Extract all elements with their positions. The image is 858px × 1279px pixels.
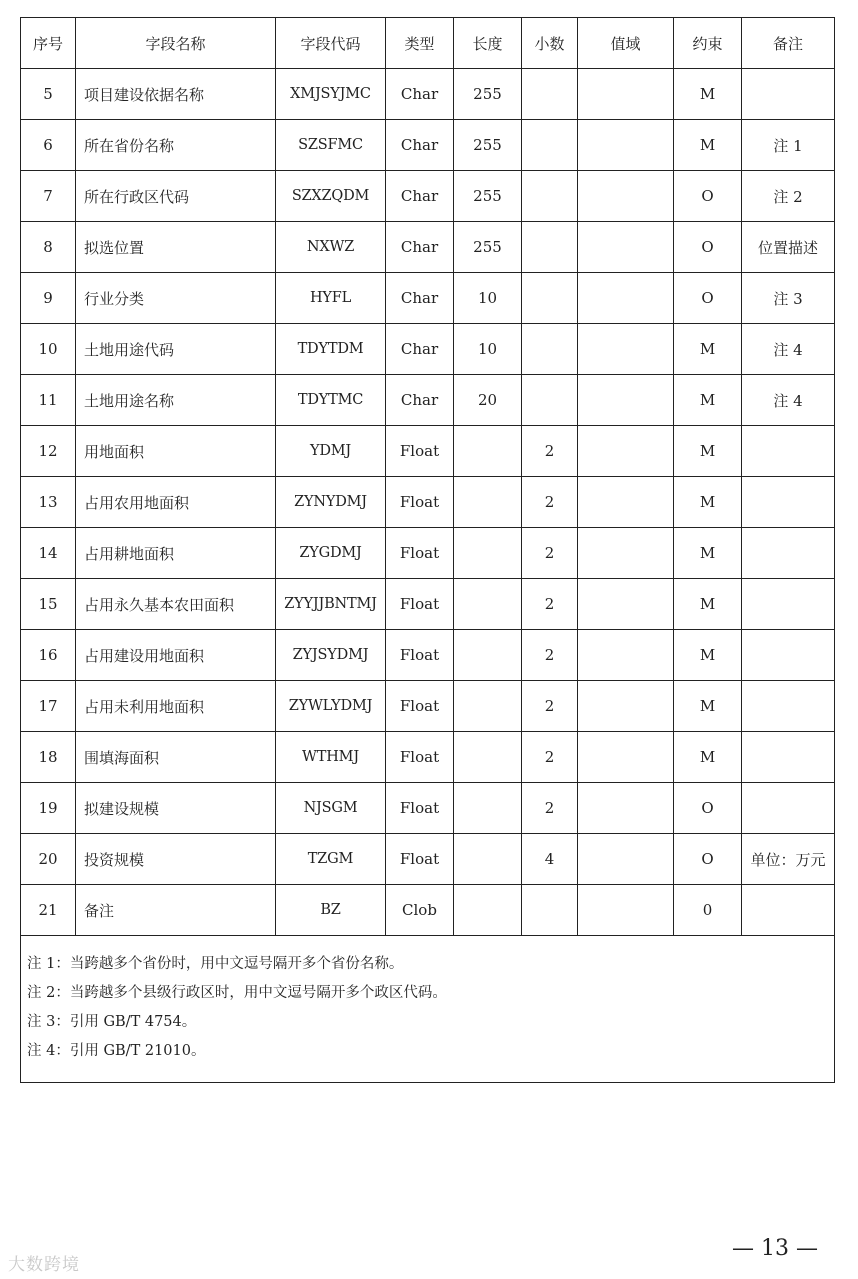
cell-length: 255: [454, 222, 522, 273]
cell-field-name: 占用未利用地面积: [76, 681, 276, 732]
cell-constraint: M: [674, 120, 742, 171]
cell-field-code: ZYWLYDMJ: [276, 681, 386, 732]
cell-no: 14: [21, 528, 76, 579]
cell-field-code: HYFL: [276, 273, 386, 324]
cell-field-name: 土地用途名称: [76, 375, 276, 426]
cell-domain: [578, 630, 674, 681]
cell-decimal: 2: [522, 783, 578, 834]
cell-decimal: [522, 171, 578, 222]
cell-decimal: [522, 222, 578, 273]
cell-type: Char: [386, 222, 454, 273]
cell-domain: [578, 579, 674, 630]
cell-no: 6: [21, 120, 76, 171]
cell-remark: 注 4: [742, 324, 835, 375]
cell-domain: [578, 477, 674, 528]
cell-constraint: M: [674, 732, 742, 783]
cell-length: 10: [454, 273, 522, 324]
cell-length: [454, 426, 522, 477]
table-row: [21, 528, 835, 579]
cell-field-name: 占用耕地面积: [76, 528, 276, 579]
cell-domain: [578, 732, 674, 783]
table-row: [21, 171, 835, 222]
cell-remark: [742, 885, 835, 936]
cell-field-name: 所在省份名称: [76, 120, 276, 171]
cell-type: Char: [386, 120, 454, 171]
table-row: [21, 375, 835, 426]
cell-remark: [742, 681, 835, 732]
cell-type: Float: [386, 426, 454, 477]
cell-domain: [578, 375, 674, 426]
cell-decimal: 4: [522, 834, 578, 885]
cell-length: [454, 681, 522, 732]
cell-constraint: O: [674, 273, 742, 324]
cell-constraint: O: [674, 222, 742, 273]
cell-remark: [742, 630, 835, 681]
table-row: [21, 783, 835, 834]
note-4: 注 4：引用 GB/T 21010。: [27, 1043, 206, 1059]
table-row: [21, 120, 835, 171]
cell-decimal: 2: [522, 579, 578, 630]
note-1: 注 1：当跨越多个省份时，用中文逗号隔开多个省份名称。: [27, 956, 404, 972]
cell-decimal: [522, 69, 578, 120]
cell-decimal: [522, 120, 578, 171]
cell-constraint: M: [674, 426, 742, 477]
cell-remark: [742, 477, 835, 528]
cell-field-name: 占用农用地面积: [76, 477, 276, 528]
field-definition-table: [20, 17, 835, 1083]
cell-domain: [578, 324, 674, 375]
cell-length: [454, 528, 522, 579]
cell-decimal: 2: [522, 426, 578, 477]
cell-domain: [578, 171, 674, 222]
cell-remark: 单位：万元: [742, 834, 835, 885]
cell-remark: [742, 783, 835, 834]
cell-domain: [578, 834, 674, 885]
notes-cell: [21, 936, 835, 1083]
cell-constraint: 0: [674, 885, 742, 936]
cell-domain: [578, 222, 674, 273]
cell-length: [454, 783, 522, 834]
cell-field-code: NJSGM: [276, 783, 386, 834]
header-domain: 值域: [578, 18, 674, 69]
cell-field-name: 用地面积: [76, 426, 276, 477]
cell-length: [454, 885, 522, 936]
cell-decimal: [522, 885, 578, 936]
cell-constraint: M: [674, 477, 742, 528]
cell-length: [454, 579, 522, 630]
cell-field-name: 拟选位置: [76, 222, 276, 273]
cell-no: 7: [21, 171, 76, 222]
cell-domain: [578, 528, 674, 579]
cell-constraint: M: [674, 528, 742, 579]
cell-type: Float: [386, 834, 454, 885]
cell-field-code: SZXZQDM: [276, 171, 386, 222]
header-constraint: 约束: [674, 18, 742, 69]
cell-field-code: TZGM: [276, 834, 386, 885]
cell-field-code: SZSFMC: [276, 120, 386, 171]
page-number: — 13 —: [732, 1236, 818, 1261]
cell-field-name: 占用建设用地面积: [76, 630, 276, 681]
cell-constraint: O: [674, 783, 742, 834]
cell-type: Float: [386, 579, 454, 630]
table-row: [21, 681, 835, 732]
table-row: [21, 426, 835, 477]
cell-decimal: 2: [522, 732, 578, 783]
cell-field-code: ZYJSYDMJ: [276, 630, 386, 681]
cell-length: [454, 630, 522, 681]
cell-domain: [578, 69, 674, 120]
cell-remark: [742, 732, 835, 783]
notes-row: [21, 936, 835, 1083]
cell-field-name: 土地用途代码: [76, 324, 276, 375]
cell-type: Float: [386, 783, 454, 834]
cell-no: 13: [21, 477, 76, 528]
cell-field-name: 占用永久基本农田面积: [76, 579, 276, 630]
cell-type: Float: [386, 528, 454, 579]
cell-length: 255: [454, 69, 522, 120]
cell-remark: [742, 579, 835, 630]
cell-constraint: M: [674, 69, 742, 120]
header-field-name: 字段名称: [76, 18, 276, 69]
cell-field-name: 围填海面积: [76, 732, 276, 783]
cell-field-code: TDYTMC: [276, 375, 386, 426]
cell-constraint: M: [674, 630, 742, 681]
cell-type: Float: [386, 630, 454, 681]
cell-decimal: 2: [522, 630, 578, 681]
cell-domain: [578, 783, 674, 834]
cell-remark: 位置描述: [742, 222, 835, 273]
cell-field-code: ZYYJJBNTMJ: [276, 579, 386, 630]
table-row: [21, 273, 835, 324]
cell-no: 11: [21, 375, 76, 426]
cell-constraint: O: [674, 834, 742, 885]
cell-no: 17: [21, 681, 76, 732]
cell-field-code: NXWZ: [276, 222, 386, 273]
cell-no: 10: [21, 324, 76, 375]
cell-decimal: [522, 375, 578, 426]
cell-field-code: ZYNYDMJ: [276, 477, 386, 528]
cell-field-code: ZYGDMJ: [276, 528, 386, 579]
cell-decimal: [522, 273, 578, 324]
cell-no: 20: [21, 834, 76, 885]
cell-no: 21: [21, 885, 76, 936]
table-row: [21, 222, 835, 273]
cell-domain: [578, 426, 674, 477]
cell-field-name: 投资规模: [76, 834, 276, 885]
cell-type: Char: [386, 375, 454, 426]
cell-length: 10: [454, 324, 522, 375]
table-row: [21, 324, 835, 375]
table-body: [21, 69, 835, 936]
cell-field-name: 备注: [76, 885, 276, 936]
cell-length: [454, 732, 522, 783]
header-decimal: 小数: [522, 18, 578, 69]
cell-no: 9: [21, 273, 76, 324]
cell-no: 18: [21, 732, 76, 783]
cell-type: Float: [386, 681, 454, 732]
cell-remark: 注 2: [742, 171, 835, 222]
header-no: 序号: [21, 18, 76, 69]
cell-type: Char: [386, 273, 454, 324]
cell-field-code: XMJSYJMC: [276, 69, 386, 120]
cell-constraint: M: [674, 324, 742, 375]
cell-field-name: 所在行政区代码: [76, 171, 276, 222]
cell-decimal: 2: [522, 681, 578, 732]
cell-constraint: M: [674, 579, 742, 630]
note-2: 注 2：当跨越多个县级行政区时，用中文逗号隔开多个政区代码。: [27, 985, 447, 1001]
cell-constraint: O: [674, 171, 742, 222]
cell-remark: [742, 426, 835, 477]
table-row: [21, 630, 835, 681]
cell-domain: [578, 273, 674, 324]
note-3: 注 3：引用 GB/T 4754。: [27, 1014, 197, 1030]
cell-no: 15: [21, 579, 76, 630]
cell-field-name: 项目建设依据名称: [76, 69, 276, 120]
cell-domain: [578, 120, 674, 171]
table-row: [21, 732, 835, 783]
cell-no: 8: [21, 222, 76, 273]
cell-field-code: TDYTDM: [276, 324, 386, 375]
header-remark: 备注: [742, 18, 835, 69]
cell-length: 255: [454, 171, 522, 222]
cell-decimal: 2: [522, 528, 578, 579]
cell-type: Char: [386, 324, 454, 375]
header-field-code: 字段代码: [276, 18, 386, 69]
cell-type: Char: [386, 171, 454, 222]
cell-decimal: [522, 324, 578, 375]
cell-length: 255: [454, 120, 522, 171]
cell-no: 12: [21, 426, 76, 477]
cell-type: Float: [386, 732, 454, 783]
cell-remark: 注 4: [742, 375, 835, 426]
table-row: [21, 69, 835, 120]
table-row: [21, 834, 835, 885]
cell-field-name: 行业分类: [76, 273, 276, 324]
table-header-row: [21, 18, 835, 69]
header-type: 类型: [386, 18, 454, 69]
cell-no: 5: [21, 69, 76, 120]
cell-remark: [742, 528, 835, 579]
cell-domain: [578, 681, 674, 732]
cell-domain: [578, 885, 674, 936]
cell-no: 19: [21, 783, 76, 834]
cell-field-name: 拟建设规模: [76, 783, 276, 834]
cell-no: 16: [21, 630, 76, 681]
cell-type: Float: [386, 477, 454, 528]
cell-field-code: BZ: [276, 885, 386, 936]
cell-length: 20: [454, 375, 522, 426]
header-length: 长度: [454, 18, 522, 69]
table-row: [21, 579, 835, 630]
cell-constraint: M: [674, 375, 742, 426]
cell-field-code: YDMJ: [276, 426, 386, 477]
cell-type: Clob: [386, 885, 454, 936]
table-row: [21, 477, 835, 528]
cell-length: [454, 834, 522, 885]
watermark-logo: 大数跨境: [8, 1255, 80, 1275]
table-row: [21, 885, 835, 936]
cell-remark: 注 1: [742, 120, 835, 171]
cell-length: [454, 477, 522, 528]
cell-remark: [742, 69, 835, 120]
cell-field-code: WTHMJ: [276, 732, 386, 783]
cell-remark: 注 3: [742, 273, 835, 324]
cell-decimal: 2: [522, 477, 578, 528]
cell-constraint: M: [674, 681, 742, 732]
cell-type: Char: [386, 69, 454, 120]
